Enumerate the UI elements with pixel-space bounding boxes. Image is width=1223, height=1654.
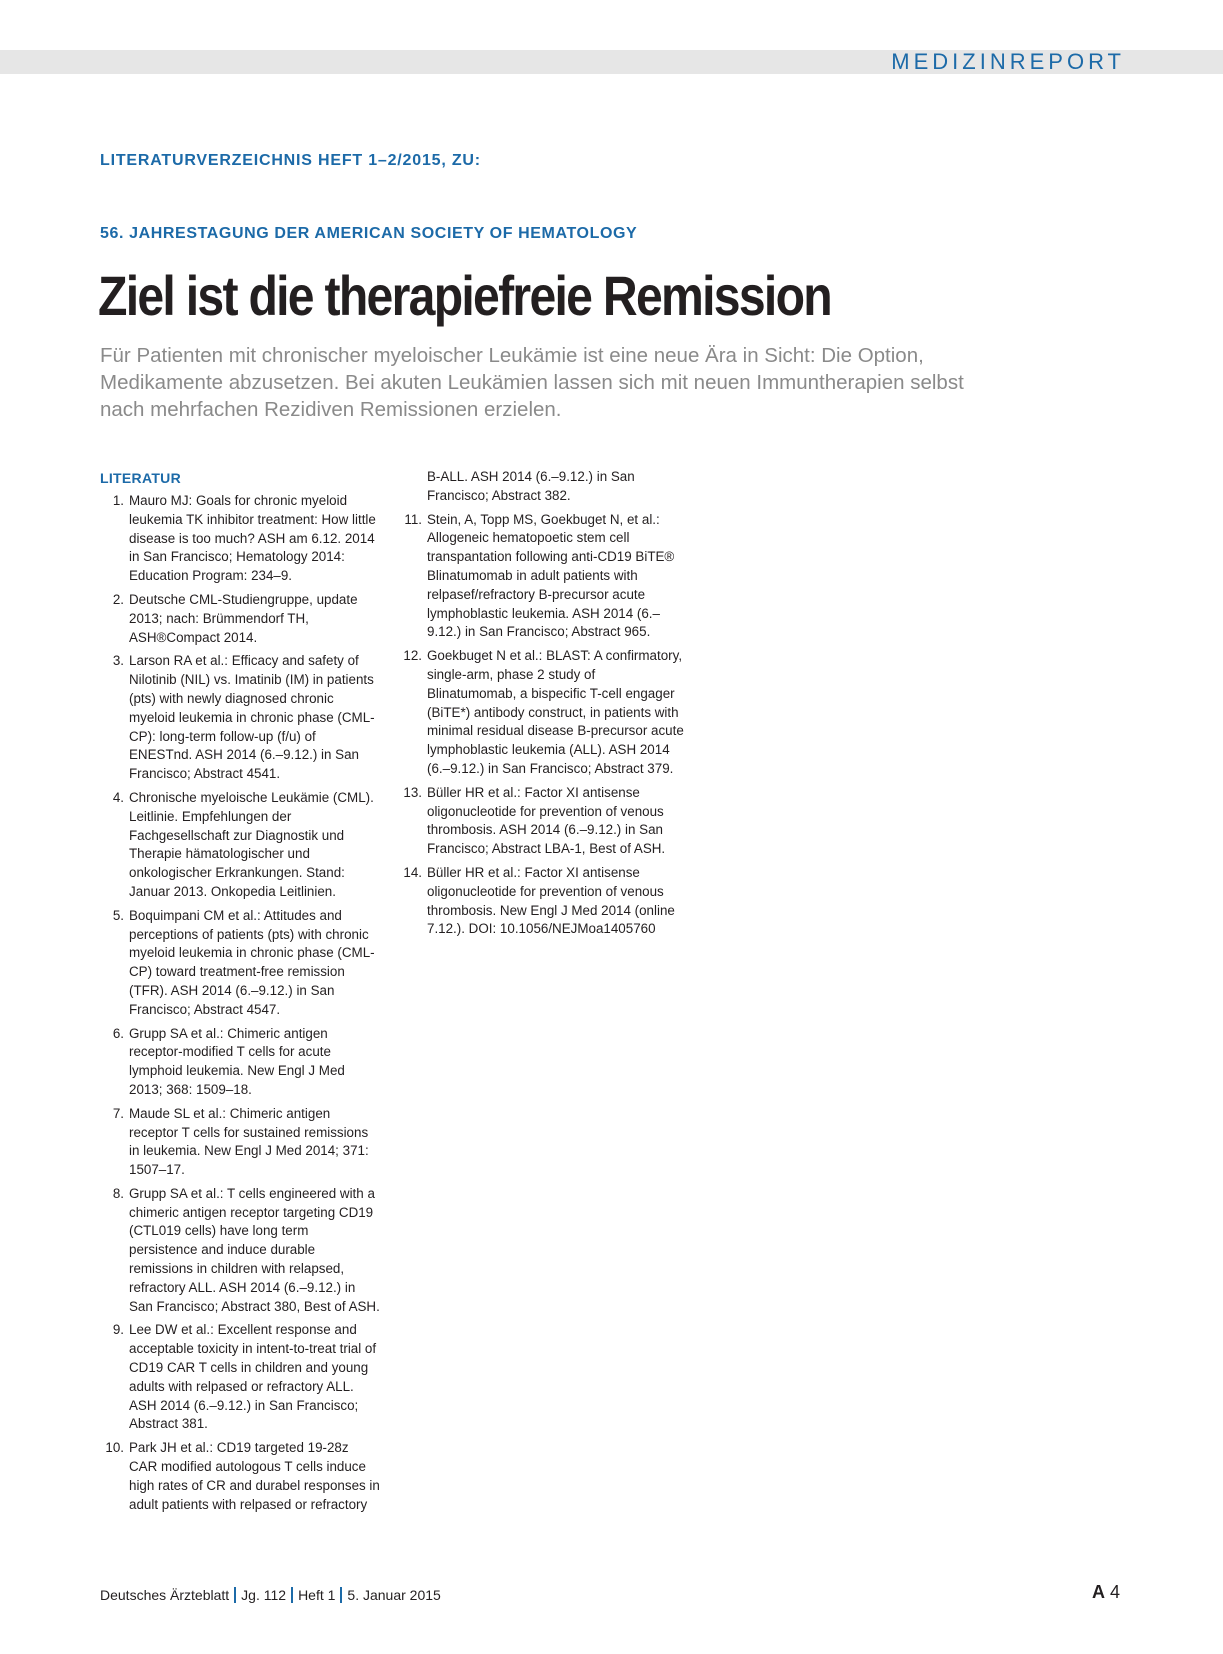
reference-text: Boquimpani CM et al.: Attitudes and perceptions of patients (pts) with chronic myeloid leukemia in chronic phase (CML-CP) toward treatment-free remission (TFR). ASH 2014 (6.–9.12.) in San Francisco; Abstract 4547. bbox=[129, 907, 375, 1017]
reference-number: 4. bbox=[112, 789, 124, 805]
reference-text: Deutsche CML-Studiengruppe, update 2013; nach: Brümmendorf TH, ASH®Compact 2014. bbox=[129, 591, 358, 645]
reference-item bbox=[100, 1321, 380, 1434]
reference-number: 3. bbox=[112, 653, 124, 669]
journal-date: 5. Januar 2015 bbox=[347, 1587, 441, 1603]
reference-number: 8. bbox=[112, 1185, 124, 1201]
journal-issue: Heft 1 bbox=[298, 1587, 336, 1603]
article-lead: Für Patienten mit chronischer myeloischer Leukämie ist eine neue Ära in Sicht: Die Option, Medikamente abzusetzen. Bei akuten Leukämien lassen sich mit neuen Immuntherapien selbst nach mehrfachen Rezidiven Remissionen erzielen. bbox=[100, 344, 964, 421]
page-prefix: A bbox=[1091, 1582, 1105, 1602]
reference-text: Maude SL et al.: Chimeric antigen receptor T cells for sustained remissions in leukemia. New Engl J Med 2014; 371: 1507–17. bbox=[129, 1105, 369, 1178]
reference-text: Mauro MJ: Goals for chronic myeloid leukemia TK inhibitor treatment: How little disease is too much? ASH am 6.12. 2014 in San Francisco; Hematology 2014: Education Program: 234–9. bbox=[129, 493, 376, 584]
reference-item bbox=[100, 1439, 380, 1514]
reference-item bbox=[100, 492, 380, 586]
reference-text: Lee DW et al.: Excellent response and acceptable toxicity in intent-to-treat trial of CD19 CAR T cells in children and young adults with relpased or refractory ALL. ASH 2014 (6.–9.12.) in San Francisco; Abstract 381. bbox=[129, 1322, 377, 1432]
reference-item bbox=[100, 789, 380, 902]
journal-name: Deutsches Ärzteblatt bbox=[100, 1587, 230, 1603]
reference-item bbox=[100, 1185, 380, 1317]
reference-number: 10. bbox=[105, 1440, 124, 1456]
reference-item bbox=[100, 1025, 380, 1100]
reference-text: Büller HR et al.: Factor XI antisense oligonucleotide for prevention of venous thrombosis. ASH 2014 (6.–9.12.) in San Francisco; Abstract LBA-1, Best of ASH. bbox=[427, 784, 666, 857]
footer-separator bbox=[340, 1587, 342, 1603]
footer-separator bbox=[234, 1587, 236, 1603]
references-column-1 bbox=[100, 468, 380, 1519]
reference-text: B-ALL. ASH 2014 (6.–9.12.) in San Francisco; Abstract 382. bbox=[427, 469, 635, 503]
reference-item-continued bbox=[398, 468, 688, 506]
reference-text: Goekbuget N et al.: BLAST: A confirmatory, single-arm, phase 2 study of Blinatumomab, a bispecific T-cell engager (BiTE*) antibody construct, in patients with minimal residual disease B-precursor acute lymphoblastic leukemia (ALL). ASH 2014 (6.–9.12.) in San Francisco; Abstract 379. bbox=[427, 648, 684, 776]
reference-text: Grupp SA et al.: Chimeric antigen receptor-modified T cells for acute lymphoid leukemia. New Engl J Med 2013; 368: 1509–18. bbox=[129, 1025, 345, 1097]
reference-item bbox=[100, 591, 380, 647]
reference-text: Grupp SA et al.: T cells engineered with a chimeric antigen receptor targeting CD19 (CTL019 cells) have long term persistence and induce durable remissions in children with relapsed, refractory ALL. ASH 2014 (6.–9.12.) in San Francisco; Abstract 380, Best of ASH. bbox=[129, 1185, 380, 1314]
footer-separator bbox=[291, 1587, 293, 1603]
reference-number: 6. bbox=[112, 1025, 124, 1041]
reference-item bbox=[398, 864, 688, 939]
reference-item bbox=[398, 647, 688, 779]
reference-number: 5. bbox=[112, 907, 124, 923]
reference-number: 1. bbox=[112, 493, 124, 508]
reference-number: 2. bbox=[112, 591, 124, 607]
reference-number: 13. bbox=[403, 784, 422, 800]
page-number bbox=[1092, 1582, 1120, 1603]
reference-item bbox=[398, 784, 688, 859]
literature-heading: LITERATUR bbox=[100, 470, 181, 486]
article-kicker: 56. JAHRESTAGUNG DER AMERICAN SOCIETY OF HEMATOLOGY bbox=[100, 225, 638, 242]
page-number-value: 4 bbox=[1109, 1582, 1120, 1602]
reference-text: Chronische myeloische Leukämie (CML). Leitlinie. Empfehlungen der Fachgesellschaft zur Diagnostik und Therapie hämatologischer und onkologischer Erkrankungen. Stand: Januar 2013. Onkopedia Leitlinien. bbox=[129, 789, 374, 899]
reference-item bbox=[100, 1105, 380, 1180]
reference-item bbox=[100, 907, 380, 1020]
reference-number: 14. bbox=[403, 864, 422, 880]
reference-text: Büller HR et al.: Factor XI antisense oligonucleotide for prevention of venous thrombosis. New Engl J Med 2014 (online 7.12.). DOI: 10.1056/NEJMoa1405760 bbox=[427, 864, 675, 937]
section-label: MEDIZINREPORT bbox=[891, 49, 1125, 74]
reference-text: Stein, A, Topp MS, Goekbuget N, et al.: Allogeneic hematopoetic stem cell transpantation following anti-CD19 BiTE® Blinatumomab in adult patients with relpasef/refractory B-precursor acute lymphoblastic leukemia. ASH 2014 (6.–9.12.) in San Francisco; Abstract 965. bbox=[427, 511, 675, 640]
page-footer bbox=[100, 1587, 441, 1603]
reference-number: 11. bbox=[404, 511, 422, 527]
reference-number: 9. bbox=[112, 1322, 124, 1338]
journal-volume: Jg. 112 bbox=[241, 1587, 287, 1603]
reference-text: Park JH et al.: CD19 targeted 19-28z CAR modified autologous T cells induce high rates of CR and durabel responses in adult patients with relpased or refractory bbox=[129, 1440, 380, 1512]
reference-item bbox=[398, 511, 688, 643]
reference-text: Larson RA et al.: Efficacy and safety of Nilotinib (NIL) vs. Imatinib (IM) in patients (pts) with newly diagnosed chronic myeloid leukemia in chronic phase (CML-CP): long-term follow-up (f/u) of ENESTnd. ASH 2014 (6.–9.12.) in San Francisco; Abstract 4541. bbox=[129, 653, 375, 782]
reference-number: 12. bbox=[403, 648, 422, 664]
references-column-2 bbox=[398, 468, 688, 944]
reference-number: 7. bbox=[112, 1105, 124, 1121]
reference-item bbox=[100, 652, 380, 784]
article-title: Ziel ist die therapiefreie Remission bbox=[98, 264, 831, 327]
reference-heading: LITERATURVERZEICHNIS HEFT 1–2/2015, ZU: bbox=[100, 152, 481, 169]
